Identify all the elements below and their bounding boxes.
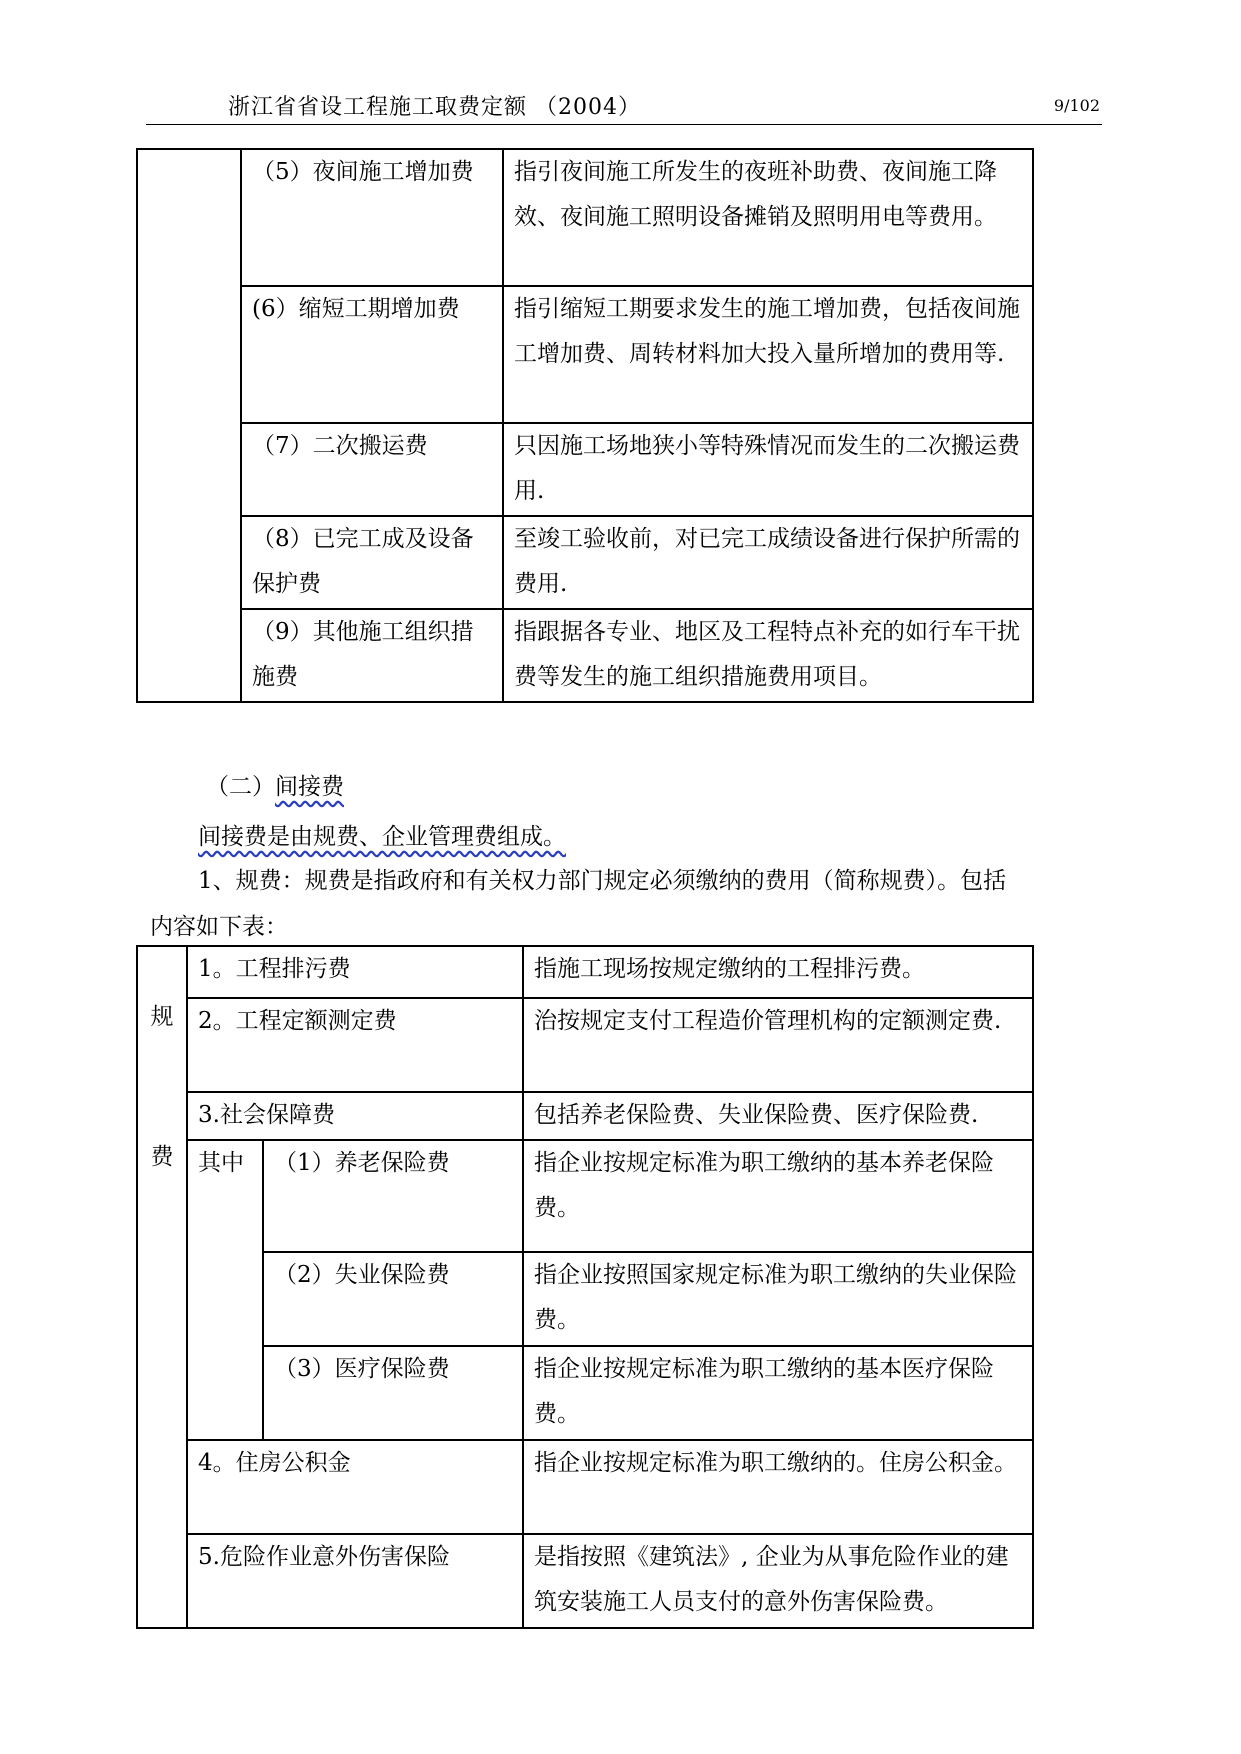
table-row	[137, 149, 1033, 286]
fee-name: （9）其他施工组织措施费	[241, 609, 503, 702]
fee-description: 指企业按规定标准为职工缴纳的基本医疗保险费。	[523, 1346, 1033, 1440]
document-title: 浙江省省设工程施工取费定额 （2004）	[228, 95, 641, 120]
side-label-char: 费	[150, 1144, 174, 1170]
fee-description: 至竣工验收前，对已完工成绩设备进行保护所需的费用.	[503, 516, 1033, 609]
side-label-char: 规	[150, 1004, 174, 1030]
page-number: 9/102	[1053, 96, 1100, 115]
fee-name: （3）医疗保险费	[263, 1346, 523, 1440]
fee-name: (6）缩短工期增加费	[241, 286, 503, 423]
table-row	[137, 1346, 1033, 1440]
measures-fee-table	[136, 148, 1034, 703]
table-row	[137, 609, 1033, 702]
fee-description: 指施工现场按规定缴纳的工程排污费。	[523, 946, 1033, 998]
table-row	[137, 946, 1033, 998]
paragraph-fees-intro: 1、规费：规费是指政府和有关权力部门规定必须缴纳的费用（简称规费）。包括	[198, 868, 1007, 894]
fee-description: 指企业按规定标准为职工缴纳的基本养老保险费。	[523, 1140, 1033, 1252]
fee-description: 治按规定支付工程造价管理机构的定额测定费.	[523, 998, 1033, 1092]
fee-name: 2。工程定额测定费	[187, 998, 523, 1092]
fee-name: （2）失业保险费	[263, 1252, 523, 1346]
table-row	[137, 1440, 1033, 1534]
fee-description: 指跟据各专业、地区及工程特点补充的如行车干扰费等发生的施工组织措施费用项目。	[503, 609, 1033, 702]
section-heading	[206, 768, 344, 801]
fee-name: （5）夜间施工增加费	[241, 149, 503, 286]
table-row	[137, 286, 1033, 423]
fee-name: （1）养老保险费	[263, 1140, 523, 1252]
table-row	[137, 1140, 1033, 1252]
fee-name: 3.社会保障费	[187, 1092, 523, 1140]
fee-description: 指引缩短工期要求发生的施工增加费，包括夜间施工增加费、周转材料加大投入量所增加的费用等.	[503, 286, 1033, 423]
paragraph-indirect-fee: 间接费是由规费、企业管理费组成。	[198, 824, 566, 850]
fee-description: 指企业按规定标准为职工缴纳的。住房公积金。	[523, 1440, 1033, 1534]
section-title: 间接费	[275, 774, 344, 800]
fee-name: （7）二次搬运费	[241, 423, 503, 516]
fee-name: 5.危险作业意外伤害保险	[187, 1534, 523, 1628]
table-row	[137, 1534, 1033, 1628]
fee-name: 1。工程排污费	[187, 946, 523, 998]
table-row	[137, 1092, 1033, 1140]
fee-name: （8）已完工成及设备保护费	[241, 516, 503, 609]
fees-table	[136, 945, 1034, 1629]
table-row	[137, 516, 1033, 609]
fee-description: 指引夜间施工所发生的夜班补助费、夜间施工降效、夜间施工照明设备摊销及照明用电等费用。	[503, 149, 1033, 286]
paragraph-fees-intro-cont: 内容如下表：	[150, 914, 288, 940]
sub-group-label: 其中	[187, 1140, 263, 1440]
table-row	[137, 998, 1033, 1092]
fee-description: 包括养老保险费、失业保险费、医疗保险费.	[523, 1092, 1033, 1140]
fee-description: 指企业按照国家规定标准为职工缴纳的失业保险费。	[523, 1252, 1033, 1346]
fee-description: 只因施工场地狭小等特殊情况而发生的二次搬运费用.	[503, 423, 1033, 516]
fee-description: 是指按照《建筑法》, 企业为从事危险作业的建筑安装施工人员支付的意外伤害保险费。	[523, 1534, 1033, 1628]
section-number: （二）	[206, 774, 275, 800]
page-header	[146, 90, 1102, 125]
table-row	[137, 423, 1033, 516]
table-row	[137, 1252, 1033, 1346]
group-label-cell	[137, 149, 241, 702]
fees-side-label	[137, 946, 187, 1628]
fee-name: 4。住房公积金	[187, 1440, 523, 1534]
